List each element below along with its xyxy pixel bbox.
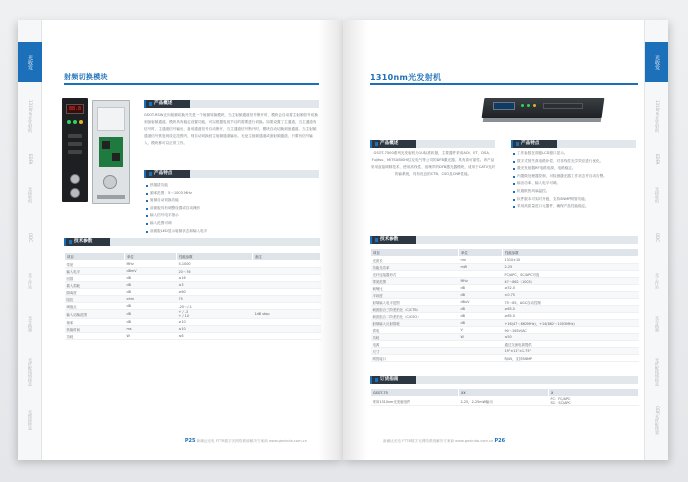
title-underline: [370, 83, 638, 85]
table-cell: 载波组合二阶差拍比（C/CSO）: [371, 313, 459, 320]
table-row: [371, 348, 639, 355]
sidebar-item[interactable]: 光纤配线熔接盒: [28, 358, 33, 386]
table-cell: [253, 326, 321, 333]
table-cell: 5-1000: [177, 261, 253, 268]
table-cell: 阈值点: [65, 303, 125, 310]
table-cell: [253, 268, 321, 275]
section-header: [144, 100, 319, 108]
table-row: [371, 292, 639, 299]
table-cell: mW: [459, 264, 503, 271]
table-cell: dB: [459, 320, 503, 327]
spec-table: [370, 248, 639, 362]
feature-item: 软件版本可实时升级，支持SNMP网管功能。: [513, 196, 637, 204]
table-cell: 射频输入反射损耗: [371, 320, 459, 327]
table-row: [371, 397, 639, 406]
table-cell: W: [125, 333, 177, 340]
table-cell: 回损: [65, 275, 125, 282]
feature-item: 机箱散热风扇温控。: [513, 188, 637, 196]
table-row: [371, 341, 639, 348]
table-header: 性能参数: [177, 253, 253, 261]
table-cell: [459, 355, 503, 362]
table-cell: ≤50: [503, 334, 639, 341]
table-row: [371, 320, 639, 327]
section-label: 技术参数: [66, 238, 110, 246]
table-cell: ≥65.0: [503, 313, 639, 320]
table-cell: ≤6: [177, 333, 253, 340]
table-cell: nm: [459, 257, 503, 264]
table-cell: dB: [125, 282, 177, 289]
table-cell: ≥10: [177, 319, 253, 326]
footer-text: 新澜达光电 FTTB数字光网络系统解决方案商 www.gexinda.com.cn: [383, 439, 494, 443]
table-row: [371, 264, 639, 271]
table-cell: 载噪比: [371, 285, 459, 292]
table-row: [65, 310, 321, 319]
table-row: [371, 355, 639, 362]
table-cell: ohm: [125, 296, 177, 303]
section-label: 产品特点: [146, 170, 190, 178]
table-cell: 1dB step: [253, 310, 321, 319]
table-row: [371, 313, 639, 320]
section-label: 技术参数: [372, 236, 416, 244]
table-cell: + / -3 + / 10: [177, 310, 253, 319]
table-cell: FC/APC，SC/APC可选: [503, 271, 639, 278]
table-cell: ±0.75: [503, 292, 639, 299]
table-cell: dB: [125, 289, 177, 296]
page-footer: [383, 438, 505, 444]
feature-item: 输入信号电平指示: [146, 212, 207, 220]
device-image-board: [92, 100, 130, 204]
right-sidebar: [644, 20, 668, 460]
table-cell: 带宽范围: [371, 278, 459, 285]
table-cell: [253, 296, 321, 303]
table-cell: 插入损耗: [65, 282, 125, 289]
table-cell: [253, 275, 321, 282]
led-display: 88.8: [66, 104, 84, 114]
table-header: 备注: [253, 253, 321, 261]
feature-item: 前面板具有调整设置或自动操作: [146, 205, 207, 213]
table-cell: dB: [125, 275, 177, 282]
sidebar-item[interactable]: 光接收机: [655, 187, 660, 203]
table-cell: 阻抗: [65, 296, 125, 303]
table-cell: [459, 341, 503, 348]
table-cell: 47～862（1003）: [503, 278, 639, 285]
table-cell: dBuV: [459, 299, 503, 306]
table-cell: 隔离度: [65, 289, 125, 296]
feature-item: 内置微处理器控制，可检测激光器工作状态并自动告警。: [513, 173, 637, 181]
table-row: [371, 327, 639, 334]
sidebar-active-tab[interactable]: 光收发: [18, 42, 42, 82]
table-cell: 尺寸: [371, 348, 459, 355]
feature-item: 工作参数在面板LCD窗口显示。: [513, 150, 637, 158]
feature-item: 前面板LED显示射频状态和输入电平: [146, 228, 207, 236]
table-cell: ≤3: [177, 282, 253, 289]
table-header: 项目: [65, 253, 125, 261]
table-cell: 2-25，2-25mW输出: [459, 397, 549, 406]
page-title: 射频切换模块: [64, 73, 108, 81]
left-sidebar: [18, 20, 42, 460]
title-underline: [64, 83, 319, 85]
table-cell: -20～/-1: [177, 303, 253, 310]
section-header: [511, 140, 636, 148]
table-cell: dB: [459, 285, 503, 292]
table-cell: +16(47～862MHz)，+14(862～1003MHz): [503, 320, 639, 327]
feature-list: [146, 182, 207, 235]
table-cell: 平坦度: [371, 292, 459, 299]
table-cell: ms: [125, 326, 177, 333]
table-cell: [459, 271, 503, 278]
table-cell: [253, 303, 321, 310]
table-row: [65, 282, 321, 289]
table-cell: 19"×11"×1.75": [503, 348, 639, 355]
table-cell: 功耗: [371, 334, 459, 341]
sidebar-active-tab[interactable]: 光收发: [645, 42, 668, 82]
table-cell: MHz: [459, 278, 503, 285]
sidebar-item[interactable]: 1310nm光发射机: [28, 99, 33, 133]
table-row: [65, 275, 321, 282]
table-cell: 输入切换范围: [65, 310, 125, 319]
table-header: GSOT-75: [371, 389, 459, 397]
sidebar-item[interactable]: 光纤配线熔接盒: [655, 358, 660, 386]
table-cell: [253, 289, 321, 296]
table-row: [65, 289, 321, 296]
section-header: [370, 140, 495, 148]
table-cell: [253, 282, 321, 289]
table-row: [371, 306, 639, 313]
feature-item: 数字式预失真电路补偿，对非线性光学效应进行优化。: [513, 158, 637, 166]
table-cell: 功耗: [65, 333, 125, 340]
table-cell: 电源: [371, 341, 459, 348]
feature-item: 热插拔功能: [146, 182, 207, 190]
feature-item: 激光发射器RF电路电源，电路稳定。: [513, 165, 637, 173]
table-cell: 载波组合三阶差拍比（C/CTB）: [371, 306, 459, 313]
sidebar-item[interactable]: 光工作站: [655, 273, 660, 289]
table-row: [371, 334, 639, 341]
table-row: [371, 299, 639, 306]
table-row: [65, 319, 321, 326]
table-cell: MHz: [125, 261, 177, 268]
table-header: 单位: [125, 253, 177, 261]
table-cell: dBmV: [125, 268, 177, 275]
table-cell: ≥60: [177, 289, 253, 296]
table-cell: 功能光功率: [371, 264, 459, 271]
table-row: [65, 333, 321, 340]
section-label: 产品概述: [146, 100, 190, 108]
overview-text: GSOT-7500系列光发射机为1U标准机箱，主要器件采用AOI、ET、DSA、Fujitsu、MITSUBISHI住友电气等公司的DFB激光器，具有高可靠性。该产品采用直接调制技术，使用高线性、低噪声的DFB激光器模块，适用于CATV光纤传输系统，具有优良的CTB、CSO及CNR性能。: [370, 151, 496, 176]
left-page: [18, 20, 343, 460]
table-cell: W: [459, 334, 503, 341]
section-label: 产品特点: [513, 140, 557, 148]
table-cell: 20～76: [177, 268, 253, 275]
table-cell: V: [459, 327, 503, 334]
table-cell: dB: [125, 310, 177, 319]
feature-item: 采用高质量进口元器件，确保产品性能稳定。: [513, 203, 637, 211]
table-cell: 2-25: [503, 264, 639, 271]
table-row: [371, 285, 639, 292]
table-cell: dB: [459, 306, 503, 313]
sidebar-item[interactable]: ODF光纤配线架: [655, 405, 660, 435]
table-cell: dB: [125, 319, 177, 326]
table-cell: 网管接口: [371, 355, 459, 362]
table-cell: 通过交流电源提供: [503, 341, 639, 348]
table-cell: 转换时间: [65, 326, 125, 333]
table-header: 项目: [371, 249, 459, 257]
table-cell: 带宽: [65, 261, 125, 268]
sidebar-item[interactable]: EDFA: [655, 153, 660, 165]
table-row: [65, 296, 321, 303]
table-cell: dB: [125, 303, 177, 310]
section-header: [64, 238, 320, 246]
feature-item: 频率范围：5～1003 MHz: [146, 190, 207, 198]
table-cell: ≥65.0: [503, 306, 639, 313]
table-cell: 输入电平: [65, 268, 125, 275]
section-header: [370, 236, 638, 244]
page-title: 1310nm光发射机: [370, 73, 442, 82]
table-cell: [459, 348, 503, 355]
table-cell: 射频输入电平范围: [371, 299, 459, 306]
section-header: [144, 170, 319, 178]
table-cell: [253, 319, 321, 326]
table-cell: ≥52.0: [503, 285, 639, 292]
table-cell: 90～265V/AC: [503, 327, 639, 334]
table-cell: ≤10: [177, 326, 253, 333]
sidebar-item[interactable]: 1310nm光发射机: [655, 99, 660, 133]
page-number: P25: [184, 438, 196, 444]
table-row: [371, 271, 639, 278]
table-cell: 采用1310nm光发射组件: [371, 397, 459, 406]
table-cell: 75～85，AGC自动控制: [503, 299, 639, 306]
table-cell: 频率: [65, 319, 125, 326]
section-label: 产品概述: [372, 140, 416, 148]
sidebar-item[interactable]: 光分路器: [655, 316, 660, 332]
feature-item: 输出功率、输入电平可调。: [513, 180, 637, 188]
table-row: [65, 303, 321, 310]
table-cell: 光波长: [371, 257, 459, 264]
table-cell: [253, 333, 321, 340]
table-row: [65, 261, 321, 268]
sidebar-item[interactable]: 光接收机: [28, 187, 33, 203]
table-header: 性能参数: [503, 249, 639, 257]
sidebar-item[interactable]: 光工作站: [28, 273, 33, 289]
section-label: 订货指南: [372, 376, 416, 384]
footer-text: 新澜达光电 FTTB数字光网络系统解决方案商 www.gexinda.com.cn: [196, 439, 307, 443]
table-header: 单位: [459, 249, 503, 257]
table-cell: RJ45，支持SNMP: [503, 355, 639, 362]
sidebar-item[interactable]: EDFA: [28, 153, 33, 165]
table-row: [371, 257, 639, 264]
right-page: [343, 20, 668, 460]
page-footer: [185, 438, 307, 444]
order-table: [370, 388, 639, 406]
section-header: [370, 376, 638, 384]
page-number: P26: [494, 438, 506, 444]
table-cell: 1310±10: [503, 257, 639, 264]
feature-item: 射频自动切换功能: [146, 197, 207, 205]
table-header: X: [549, 389, 639, 397]
overview-text: GSOT-RSW正向射频切换开关是一个射频转换模块，当主射频通道信号断开时，模块会自动将主射频信号切换到备射频通道。模块具有稳定设置功能，可以根据电视节目的需要进行切换。如果设置了主通道，当主通道有信号时，主通道信号输出，备用通道信号自动断开，当主通道信号断开时，模块自动切换到备通道，当主射频通道信号恢复到设定范围内，则自动切换回主射频通道输出。无论主射频通道或备射频通道，只要有信号输入，模块都可以正常工作。: [144, 113, 318, 145]
table-cell: 75: [177, 296, 253, 303]
table-cell: FC：FC/APC SC：SC/APC: [549, 397, 639, 406]
sidebar-item[interactable]: 光分路器: [28, 316, 33, 332]
feature-item: 输入范围可调: [146, 220, 207, 228]
table-cell: 供电: [371, 327, 459, 334]
table-row: [65, 326, 321, 333]
device-image-front: [62, 98, 88, 202]
spec-table: [64, 252, 321, 340]
sidebar-item[interactable]: 光缆接续盒: [28, 410, 33, 430]
sidebar-item[interactable]: ODC: [28, 233, 33, 243]
table-row: [371, 278, 639, 285]
sidebar-item[interactable]: ODC: [655, 233, 660, 243]
table-cell: dB: [459, 292, 503, 299]
table-cell: 光纤连接器形式: [371, 271, 459, 278]
table-cell: [253, 261, 321, 268]
device-image-rack: [483, 92, 603, 124]
table-header: XX: [459, 389, 549, 397]
table-cell: dB: [459, 313, 503, 320]
table-row: [65, 268, 321, 275]
table-cell: ≤16: [177, 275, 253, 282]
feature-list: [513, 150, 637, 211]
